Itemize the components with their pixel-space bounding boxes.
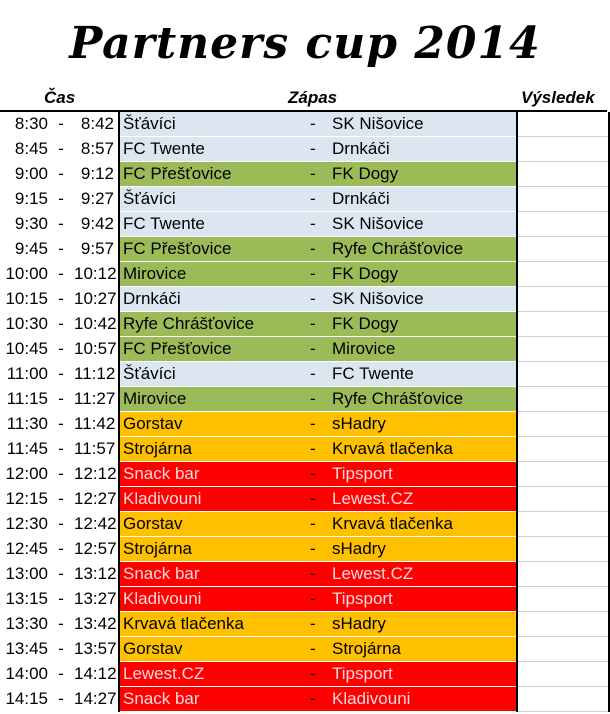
end-time: 13:12 (74, 564, 117, 583)
end-time: 9:12 (80, 164, 114, 183)
match-cell (119, 137, 517, 162)
time-cell (0, 387, 119, 412)
away-team: sHadry (332, 614, 386, 633)
end-time: 8:57 (80, 139, 114, 158)
time-dash: - (58, 139, 64, 158)
time-cell (0, 337, 119, 362)
time-cell (0, 112, 119, 137)
away-team: SK Nišovice (332, 114, 424, 133)
time-dash: - (58, 489, 64, 508)
result-cell[interactable] (517, 637, 609, 662)
result-cell[interactable] (517, 162, 609, 187)
start-time: 13:30 (5, 614, 48, 633)
end-time: 12:27 (74, 489, 117, 508)
time-dash: - (58, 539, 64, 558)
time-cell (0, 437, 119, 462)
match-dash: - (310, 139, 316, 158)
home-team: Krvavá tlačenka (123, 614, 244, 633)
end-time: 14:27 (74, 689, 117, 708)
result-cell[interactable] (517, 212, 609, 237)
start-time: 10:00 (5, 264, 48, 283)
away-team: Krvavá tlačenka (332, 439, 453, 458)
match-dash: - (310, 439, 316, 458)
result-cell[interactable] (517, 137, 609, 162)
away-team: Ryfe Chrášťovice (332, 239, 464, 258)
time-cell (0, 662, 119, 687)
time-cell (0, 412, 119, 437)
start-time: 12:00 (5, 464, 48, 483)
time-dash: - (58, 464, 64, 483)
table-row (0, 262, 609, 287)
start-time: 8:30 (14, 114, 48, 133)
result-cell[interactable] (517, 337, 609, 362)
end-time: 13:42 (74, 614, 117, 633)
match-cell (119, 262, 517, 287)
time-cell (0, 637, 119, 662)
start-time: 13:00 (5, 564, 48, 583)
home-team: Snack bar (123, 564, 200, 583)
match-dash: - (310, 214, 316, 233)
home-team: Lewest.CZ (123, 664, 205, 683)
match-dash: - (310, 464, 316, 483)
time-cell (0, 187, 119, 212)
match-dash: - (310, 289, 316, 308)
time-dash: - (58, 639, 64, 658)
home-team: FC Přešťovice (123, 339, 232, 358)
start-time: 11:30 (6, 414, 48, 433)
time-cell (0, 237, 119, 262)
table-row (0, 687, 609, 712)
match-dash: - (310, 614, 316, 633)
time-cell (0, 312, 119, 337)
match-cell (119, 162, 517, 187)
away-team: Krvavá tlačenka (332, 514, 453, 533)
table-row (0, 662, 609, 687)
home-team: Snack bar (123, 464, 200, 483)
table-row (0, 637, 609, 662)
time-dash: - (58, 414, 64, 433)
end-time: 10:57 (74, 339, 117, 358)
home-team: Šťávíci (123, 364, 176, 383)
match-dash: - (310, 389, 316, 408)
match-dash: - (310, 164, 316, 183)
table-row (0, 137, 609, 162)
table-row (0, 287, 609, 312)
start-time: 9:00 (14, 164, 48, 183)
match-cell (119, 337, 517, 362)
home-team: Mirovice (123, 264, 187, 283)
match-cell (119, 662, 517, 687)
start-time: 14:15 (5, 689, 48, 708)
end-time: 9:42 (80, 214, 114, 233)
table-row (0, 337, 609, 362)
match-cell (119, 562, 517, 587)
match-dash: - (310, 114, 316, 133)
time-dash: - (58, 189, 64, 208)
result-cell[interactable] (517, 287, 609, 312)
time-cell (0, 687, 119, 712)
away-team: Ryfe Chrášťovice (332, 389, 464, 408)
schedule-table (0, 112, 610, 712)
time-dash: - (58, 614, 64, 633)
time-cell (0, 487, 119, 512)
match-cell (119, 387, 517, 412)
match-cell (119, 612, 517, 637)
result-cell[interactable] (517, 562, 609, 587)
time-dash: - (58, 164, 64, 183)
match-dash: - (310, 239, 316, 258)
time-dash: - (58, 514, 64, 533)
away-team: Lewest.CZ (332, 564, 414, 583)
time-cell (0, 537, 119, 562)
home-team: Gorstav (123, 514, 183, 533)
result-cell[interactable] (517, 412, 609, 437)
match-cell (119, 187, 517, 212)
table-row (0, 212, 609, 237)
time-cell (0, 212, 119, 237)
end-time: 11:27 (74, 389, 116, 408)
time-cell (0, 462, 119, 487)
match-cell (119, 587, 517, 612)
match-dash: - (310, 339, 316, 358)
match-cell (119, 462, 517, 487)
time-cell (0, 512, 119, 537)
table-row (0, 462, 609, 487)
column-headers (0, 86, 610, 110)
result-cell[interactable] (517, 112, 609, 137)
time-cell (0, 137, 119, 162)
table-row (0, 162, 609, 187)
time-cell (0, 262, 119, 287)
match-dash: - (310, 689, 316, 708)
table-row (0, 562, 609, 587)
result-cell[interactable] (517, 387, 609, 412)
match-dash: - (310, 589, 316, 608)
away-team: Lewest.CZ (332, 489, 414, 508)
time-dash: - (58, 114, 64, 133)
home-team: Ryfe Chrášťovice (123, 314, 255, 333)
away-team: sHadry (332, 414, 386, 433)
match-cell (119, 312, 517, 337)
away-team: Mirovice (332, 339, 396, 358)
start-time: 11:15 (6, 389, 48, 408)
home-team: Kladivouni (123, 589, 202, 608)
home-team: Šťávíci (123, 114, 176, 133)
away-team: Kladivouni (332, 689, 411, 708)
away-team: FK Dogy (332, 164, 399, 183)
start-time: 10:45 (5, 339, 48, 358)
end-time: 11:57 (74, 439, 116, 458)
home-team: FC Přešťovice (123, 164, 232, 183)
start-time: 12:30 (5, 514, 48, 533)
start-time: 8:45 (14, 139, 48, 158)
end-time: 9:27 (80, 189, 114, 208)
away-team: Tipsport (332, 464, 393, 483)
match-cell (119, 687, 517, 712)
result-cell[interactable] (517, 612, 609, 637)
match-dash: - (310, 414, 316, 433)
away-team: SK Nišovice (332, 214, 424, 233)
time-cell (0, 562, 119, 587)
match-cell (119, 637, 517, 662)
away-team: sHadry (332, 539, 386, 558)
table-row (0, 487, 609, 512)
away-team: Drnkáči (332, 189, 390, 208)
start-time: 12:45 (5, 539, 48, 558)
time-dash: - (58, 389, 64, 408)
home-team: Gorstav (123, 414, 183, 433)
time-cell (0, 612, 119, 637)
table-row (0, 612, 609, 637)
time-dash: - (58, 239, 64, 258)
match-cell (119, 512, 517, 537)
table-row (0, 437, 609, 462)
time-dash: - (58, 339, 64, 358)
home-team: Gorstav (123, 639, 183, 658)
match-dash: - (310, 564, 316, 583)
header-match: Zápas (288, 88, 338, 107)
time-dash: - (58, 364, 64, 383)
end-time: 11:12 (74, 364, 116, 383)
time-cell (0, 287, 119, 312)
start-time: 9:30 (14, 214, 48, 233)
table-row (0, 387, 609, 412)
result-cell[interactable] (517, 537, 609, 562)
table-row (0, 362, 609, 387)
end-time: 8:42 (80, 114, 114, 133)
match-dash: - (310, 314, 316, 333)
start-time: 13:45 (5, 639, 48, 658)
end-time: 12:12 (74, 464, 117, 483)
match-cell (119, 287, 517, 312)
start-time: 11:45 (6, 439, 48, 458)
table-row (0, 237, 609, 262)
end-time: 9:57 (80, 239, 114, 258)
away-team: SK Nišovice (332, 289, 424, 308)
table-row (0, 112, 609, 137)
home-team: FC Přešťovice (123, 239, 232, 258)
home-team: Šťávíci (123, 189, 176, 208)
time-dash: - (58, 689, 64, 708)
match-dash: - (310, 514, 316, 533)
table-row (0, 587, 609, 612)
start-time: 9:45 (14, 239, 48, 258)
match-cell (119, 362, 517, 387)
time-cell (0, 587, 119, 612)
home-team: FC Twente (123, 214, 205, 233)
result-cell[interactable] (517, 487, 609, 512)
match-dash: - (310, 539, 316, 558)
time-dash: - (58, 589, 64, 608)
start-time: 12:15 (5, 489, 48, 508)
away-team: Strojárna (332, 639, 401, 658)
away-team: FC Twente (332, 364, 414, 383)
home-team: Snack bar (123, 689, 200, 708)
time-cell (0, 362, 119, 387)
home-team: Drnkáči (123, 289, 181, 308)
time-dash: - (58, 314, 64, 333)
match-cell (119, 537, 517, 562)
match-dash: - (310, 264, 316, 283)
home-team: Mirovice (123, 389, 187, 408)
match-dash: - (310, 664, 316, 683)
time-dash: - (58, 214, 64, 233)
match-cell (119, 487, 517, 512)
start-time: 11:00 (6, 364, 48, 383)
start-time: 9:15 (14, 189, 48, 208)
home-team: Strojárna (123, 539, 192, 558)
table-row (0, 412, 609, 437)
table-row (0, 537, 609, 562)
start-time: 10:30 (5, 314, 48, 333)
end-time: 12:42 (74, 514, 117, 533)
table-row (0, 512, 609, 537)
start-time: 10:15 (5, 289, 48, 308)
away-team: FK Dogy (332, 264, 399, 283)
home-team: FC Twente (123, 139, 205, 158)
away-team: Tipsport (332, 589, 393, 608)
match-dash: - (310, 489, 316, 508)
end-time: 14:12 (74, 664, 117, 683)
away-team: Drnkáči (332, 139, 390, 158)
away-team: FK Dogy (332, 314, 399, 333)
header-time: Čas (44, 88, 76, 107)
end-time: 10:12 (74, 264, 117, 283)
time-dash: - (58, 289, 64, 308)
result-cell[interactable] (517, 462, 609, 487)
end-time: 10:27 (74, 289, 117, 308)
result-cell[interactable] (517, 587, 609, 612)
match-dash: - (310, 364, 316, 383)
time-dash: - (58, 664, 64, 683)
page-title: Partners cup 2014 (69, 18, 541, 69)
time-dash: - (58, 264, 64, 283)
match-cell (119, 412, 517, 437)
home-team: Kladivouni (123, 489, 202, 508)
away-team: Tipsport (332, 664, 393, 683)
result-cell[interactable] (517, 187, 609, 212)
match-cell (119, 212, 517, 237)
match-dash: - (310, 639, 316, 658)
end-time: 10:42 (74, 314, 117, 333)
time-dash: - (58, 439, 64, 458)
match-dash: - (310, 189, 316, 208)
start-time: 14:00 (5, 664, 48, 683)
result-cell[interactable] (517, 662, 609, 687)
table-row (0, 312, 609, 337)
match-cell (119, 112, 517, 137)
result-cell[interactable] (517, 687, 609, 712)
result-cell[interactable] (517, 262, 609, 287)
home-team: Strojárna (123, 439, 192, 458)
result-cell[interactable] (517, 312, 609, 337)
end-time: 13:57 (74, 639, 117, 658)
time-cell (0, 162, 119, 187)
match-cell (119, 237, 517, 262)
result-cell[interactable] (517, 437, 609, 462)
match-cell (119, 437, 517, 462)
end-time: 11:42 (74, 414, 116, 433)
result-cell[interactable] (517, 237, 609, 262)
result-cell[interactable] (517, 362, 609, 387)
result-cell[interactable] (517, 512, 609, 537)
time-dash: - (58, 564, 64, 583)
end-time: 13:27 (74, 589, 117, 608)
header-result: Výsledek (521, 88, 595, 107)
start-time: 13:15 (5, 589, 48, 608)
end-time: 12:57 (74, 539, 117, 558)
table-row (0, 187, 609, 212)
